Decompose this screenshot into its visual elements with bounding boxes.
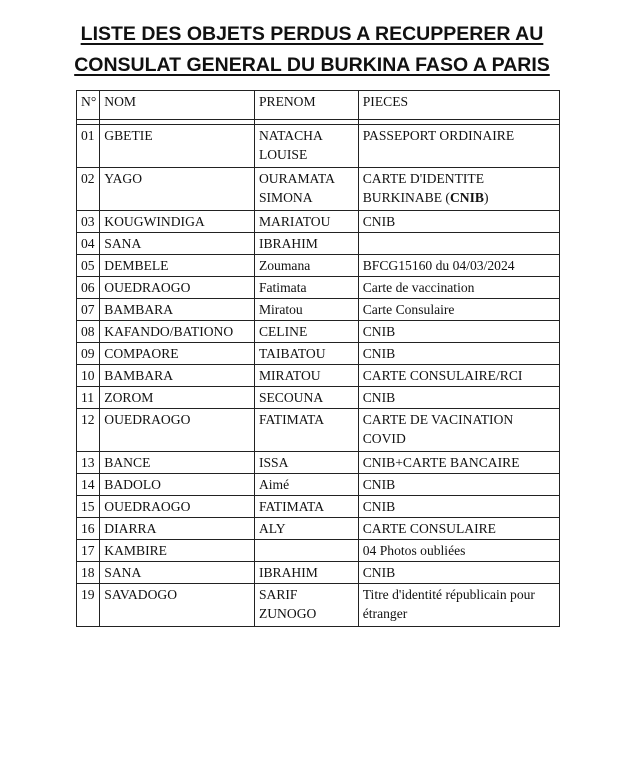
table-row [77,343,560,365]
row-prenom: IBRAHIM [254,562,358,584]
row-prenom: Aimé [254,474,358,496]
row-prenom: MARIATOU [254,211,358,233]
row-number: 16 [77,518,100,540]
table-row [77,255,560,277]
table-row [77,299,560,321]
row-prenom: OURAMATA SIMONA [254,168,358,211]
row-pieces: CARTE CONSULAIRE/RCI [358,365,559,387]
row-pieces: CNIB [358,474,559,496]
row-pieces: Titre d'identité républicain pour étranger [358,584,559,627]
row-pieces: Carte de vaccination [358,277,559,299]
document-title-line-1 [0,20,624,48]
header-pieces: PIECES [358,91,559,120]
table-row [77,562,560,584]
row-prenom: ISSA [254,452,358,474]
header-nom: NOM [100,91,255,120]
row-nom: OUEDRAOGO [100,496,255,518]
row-number: 12 [77,409,100,452]
table-row [77,496,560,518]
row-nom: OUEDRAOGO [100,409,255,452]
row-prenom: Zoumana [254,255,358,277]
table-row [77,168,560,211]
title-line-2-text: CONSULAT GENERAL DU BURKINA FASO A PARIS [74,54,550,76]
row-number: 04 [77,233,100,255]
document-title-line-2 [0,51,624,79]
row-number: 19 [77,584,100,627]
row-pieces: 04 Photos oubliées [358,540,559,562]
row-prenom [254,540,358,562]
row-number: 14 [77,474,100,496]
title-line-1-text: LISTE DES OBJETS PERDUS A RECUPPERER AU [80,23,544,45]
pieces-after-text: ) [483,190,489,205]
row-nom: BAMBARA [100,299,255,321]
row-prenom: Miratou [254,299,358,321]
row-nom: OUEDRAOGO [100,277,255,299]
header-prenom: PRENOM [254,91,358,120]
row-nom: KAMBIRE [100,540,255,562]
table-row [77,277,560,299]
table-row [77,365,560,387]
row-nom: KOUGWINDIGA [100,211,255,233]
row-prenom: SECOUNA [254,387,358,409]
row-pieces: CNIB [358,321,559,343]
row-prenom: TAIBATOU [254,343,358,365]
row-pieces: CNIB [358,343,559,365]
row-nom: BANCE [100,452,255,474]
table-row [77,125,560,168]
row-nom: GBETIE [100,125,255,168]
row-number: 15 [77,496,100,518]
table-row [77,518,560,540]
lost-items-table [76,90,560,627]
table-row [77,387,560,409]
row-prenom: FATIMATA [254,409,358,452]
row-number: 06 [77,277,100,299]
row-pieces: PASSEPORT ORDINAIRE [358,125,559,168]
row-number: 01 [77,125,100,168]
row-nom: COMPAORE [100,343,255,365]
row-pieces [358,233,559,255]
row-pieces: CNIB [358,387,559,409]
row-nom: SANA [100,233,255,255]
pieces-text: CARTE D'IDENTITE BURKINABE ( [362,171,485,205]
row-number: 18 [77,562,100,584]
table-row [77,540,560,562]
row-nom: YAGO [100,168,255,211]
table-header-row [77,91,560,120]
row-prenom: SARIF ZUNOGO [254,584,358,627]
table-row [77,233,560,255]
row-pieces: CARTE DE VACINATION COVID [358,409,559,452]
table-row [77,321,560,343]
row-pieces: CNIB [358,562,559,584]
row-pieces [358,168,559,211]
row-pieces: CNIB [358,496,559,518]
row-prenom: FATIMATA [254,496,358,518]
row-pieces: CARTE CONSULAIRE [358,518,559,540]
row-nom: ZOROM [100,387,255,409]
header-number: N° [77,91,100,120]
row-pieces: CNIB+CARTE BANCAIRE [358,452,559,474]
row-number: 17 [77,540,100,562]
row-number: 09 [77,343,100,365]
table-row [77,409,560,452]
row-pieces: CNIB [358,211,559,233]
row-nom: SANA [100,562,255,584]
row-number: 08 [77,321,100,343]
row-prenom: MIRATOU [254,365,358,387]
pieces-bold-text: CNIB [449,190,484,205]
table-row [77,474,560,496]
row-number: 05 [77,255,100,277]
row-number: 03 [77,211,100,233]
row-number: 13 [77,452,100,474]
row-pieces: Carte Consulaire [358,299,559,321]
table-row [77,452,560,474]
row-prenom: NATACHA LOUISE [254,125,358,168]
row-nom: KAFANDO/BATIONO [100,321,255,343]
row-nom: SAVADOGO [100,584,255,627]
row-nom: BAMBARA [100,365,255,387]
row-prenom: ALY [254,518,358,540]
row-nom: DEMBELE [100,255,255,277]
table-body [77,120,560,627]
table-row [77,584,560,627]
row-prenom: IBRAHIM [254,233,358,255]
row-number: 07 [77,299,100,321]
row-number: 11 [77,387,100,409]
table-row [77,211,560,233]
row-number: 10 [77,365,100,387]
row-prenom: CELINE [254,321,358,343]
row-nom: BADOLO [100,474,255,496]
row-number: 02 [77,168,100,211]
row-pieces: BFCG15160 du 04/03/2024 [358,255,559,277]
row-nom: DIARRA [100,518,255,540]
row-prenom: Fatimata [254,277,358,299]
